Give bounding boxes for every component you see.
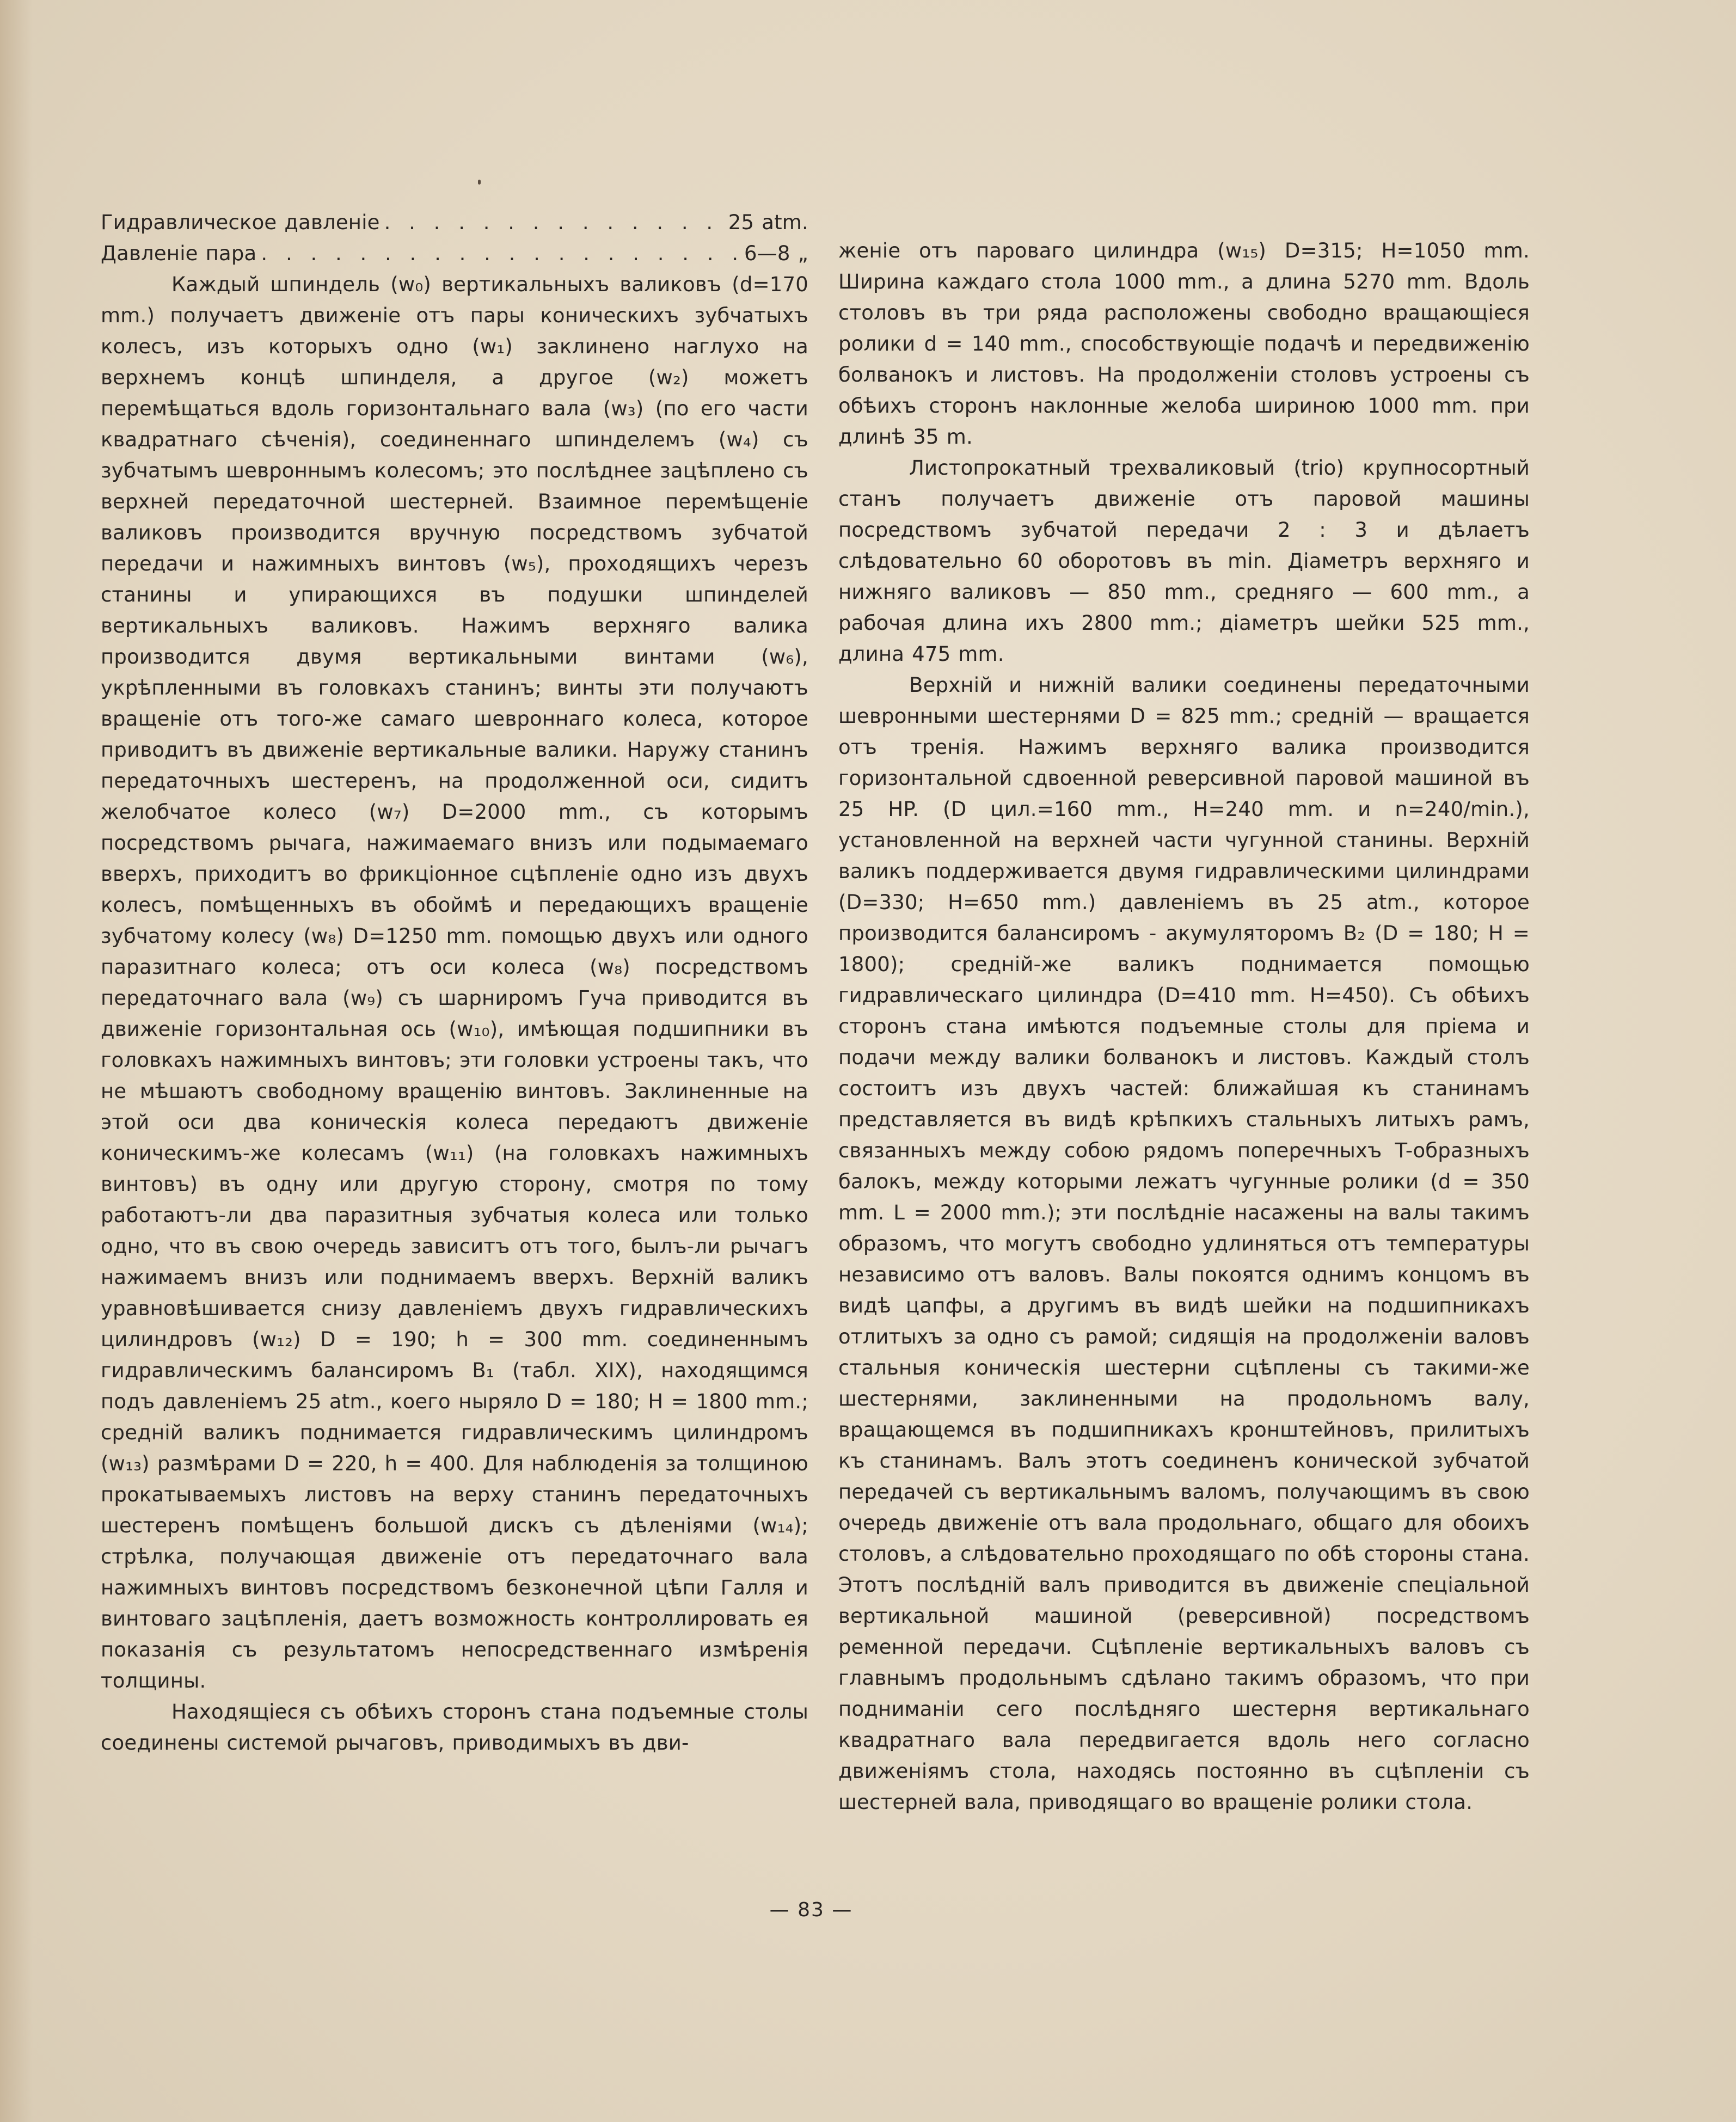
paragraph-lifting-tables: Находящіеся съ обѣихъ сторонъ стана подъемные столы соединены системой рычаговъ, приводимыхъ въ дви- [101,1700,808,1755]
paragraph-continuation: женіе отъ пароваго цилиндра (w₁₅) D=315; H=1050 mm. Ширина каждаго стола 1000 mm., а длина 5270 mm. Вдоль столовъ въ три ряда расположены свободно вращающіеся ролики d = 140 mm., способствующіе подачѣ и передвиженію болванокъ и листовъ. На продолженіи столовъ устроены съ обѣихъ сторонъ наклонные желоба шириною 1000 mm. при длинѣ 35 m. [838,239,1530,449]
leader-dots [384,207,724,238]
paragraph-rolls-and-tables: Верхній и нижній валики соединены передаточными шевронными шестернями D = 825 mm.; средній — вращается отъ тренія. Нажимъ верхняго валика производится горизонтальной сдвоенной реверсивной паровой машиной въ 25 HP. (D цил.=160 mm., H=240 mm. и n=240/min.), установленной на верхней части чугунной станины. Верхній валикъ поддерживается двумя гидравлическими цилиндрами (D=330; H=650 mm.) давленіемъ въ 25 atm., которое производится балансиромъ - акумуляторомъ B₂ (D = 180; H = 1800); средній-же валикъ поднимается помощью гидравлическаго цилиндра (D=410 mm. H=450). Съ обѣихъ сторонъ стана имѣются подъемные столы для пріема и подачи между валики болванокъ и листовъ. Каждый столъ состоитъ изъ двухъ частей: ближайшая къ станинамъ представляется въ видѣ крѣпкихъ стальныхъ литыхъ рамъ, связанныхъ между собою рядомъ поперечныхъ T-образныхъ балокъ, между которыми лежатъ чугунные ролики (d = 350 mm. L = 2000 mm.); эти послѣдніе насажены на валы такимъ образомъ, что могутъ свободно удлиняться отъ температуры независимо отъ валовъ. Валы покоятся однимъ концомъ въ видѣ цапфы, а другимъ въ видѣ шейки на подшипникахъ отлитыхъ за одно съ рамой; сидящія на продолженіи валовъ стальныя коническія шестерни сцѣплены съ такими-же шестернями, заклиненными на продольномъ валу, вращающемся въ подшипникахъ кронштейновъ, прилитыхъ къ станинамъ. Валъ этотъ соединенъ конической зубчатой передачей съ вертикальнымъ валомъ, получающимъ въ свою очередь движеніе отъ вала продольнаго, общаго для обоихъ столовъ, а слѣдовательно проходящаго по обѣ стороны стана. Этотъ послѣдній валъ приводится въ движеніе спеціальной вертикальной машиной (реверсивной) посредствомъ ременной передачи. Сцѣпленіе вертикальныхъ валовъ съ главнымъ продольнымъ сдѣлано такимъ образомъ, что при подниманіи сего послѣдняго шестерня вертикальнаго квадратнаго вала передвигается вдоль него согласно движеніямъ стола, находясь постоянно въ сцѣпленіи съ шестерней вала, приводящаго во вращеніе ролики стола. [838,673,1530,1814]
right-column [838,235,1530,1818]
spec-label: Давленіе пара [101,242,257,265]
paragraph-trio-mill: Листопрокатный трехваликовый (trio) крупносортный станъ получаетъ движеніе отъ паровой машины посредствомъ зубчатой передачи 2 : 3 и дѣлаетъ слѣдовательно 60 оборотовъ въ min. Діаметръ верхняго и нижняго валиковъ — 850 mm., средняго — 600 mm., а рабочая длина ихъ 2800 mm.; діаметръ шейки 525 mm., длина 475 mm. [838,456,1530,666]
spec-value: 25 atm. [728,211,808,234]
spec-row-hydraulic-pressure [101,207,808,238]
left-column [101,207,808,1758]
paragraph-spindle-drive: Каждый шпиндель (w₀) вертикальныхъ валиковъ (d=170 mm.) получаетъ движеніе отъ пары коническихъ зубчатыхъ колесъ, изъ которыхъ одно (w₁) заклинено наглухо на верхнемъ концѣ шпинделя, а другое (w₂) можетъ перемѣщаться вдоль горизонтальнаго вала (w₃) (по его части квадратнаго сѣченія), соединеннаго шпинделемъ (w₄) съ зубчатымъ шевроннымъ колесомъ; это послѣднее зацѣплено съ верхней передаточной шестерней. Взаимное перемѣщеніе валиковъ производится вручную посредствомъ зубчатой передачи и нажимныхъ винтовъ (w₅), проходящихъ черезъ станины и упирающихся въ подушки шпинделей вертикальныхъ валиковъ. Нажимъ верхняго валика производится двумя вертикальными винтами (w₆), укрѣпленными въ головкахъ станинъ; винты эти получаютъ вращеніе отъ того-же самаго шевроннаго колеса, которое приводитъ въ движеніе вертикальные валики. Наружу станинъ передаточныхъ шестеренъ, на продолженной оси, сидитъ желобчатое колесо (w₇) D=2000 mm., съ которымъ посредствомъ рычага, нажимаемаго внизъ или подымаемаго вверхъ, приходитъ во фрикціонное сцѣпленіе одно изъ двухъ колесъ, помѣщенныхъ въ обоймѣ и передающихъ вращеніе зубчатому колесу (w₈) D=1250 mm. помощью двухъ или одного паразитнаго колеса; отъ оси колеса (w₈) посредствомъ передаточнаго вала (w₉) съ шарниромъ Гуча приводится въ движеніе горизонтальная ось (w₁₀), имѣющая подшипники въ головкахъ нажимныхъ винтовъ; эти головки устроены такъ, что не мѣшаютъ свободному вращенію винтовъ. Заклиненные на этой оси два коническія колеса передаютъ движеніе коническимъ-же колесамъ (w₁₁) (на головкахъ нажимныхъ винтовъ) въ одну или другую сторону, смотря по тому работаютъ-ли два паразитныя зубчатыя колеса или только одно, что въ свою очередь зависитъ отъ того, былъ-ли рычагъ нажимаемъ внизъ или поднимаемъ вверхъ. Верхній валикъ уравновѣшивается снизу давленіемъ двухъ гидравлическихъ цилиндровъ (w₁₂) D = 190; h = 300 mm. соединеннымъ гидравлическимъ балансиромъ B₁ (табл. XIX), находящимся подъ давленіемъ 25 atm., коего ныряло D = 180; H = 1800 mm.; средній валикъ поднимается гидравлическимъ цилиндромъ (w₁₃) размѣрами D = 220, h = 400. Для наблюденія за толщиною прокатываемыхъ листовъ на верху станинъ передаточныхъ шестеренъ помѣщенъ большой дискъ съ дѣленіями (w₁₄); стрѣлка, получающая движеніе отъ передаточнаго вала нажимныхъ винтовъ посредствомъ безконечной цѣпи Галля и винтоваго зацѣпленія, даетъ возможность контроллировать ея показанія съ результатомъ непосредственнаго измѣренія толщины. [101,273,808,1692]
leader-dots [261,238,740,269]
ink-speck [478,180,481,185]
page-edge-shadow [0,0,33,2122]
spec-row-steam-pressure [101,238,808,269]
page-number: — 83 — [769,1899,853,1921]
spec-value: 6—8 „ [744,242,808,265]
spec-label: Гидравлическое давленіе [101,211,380,234]
